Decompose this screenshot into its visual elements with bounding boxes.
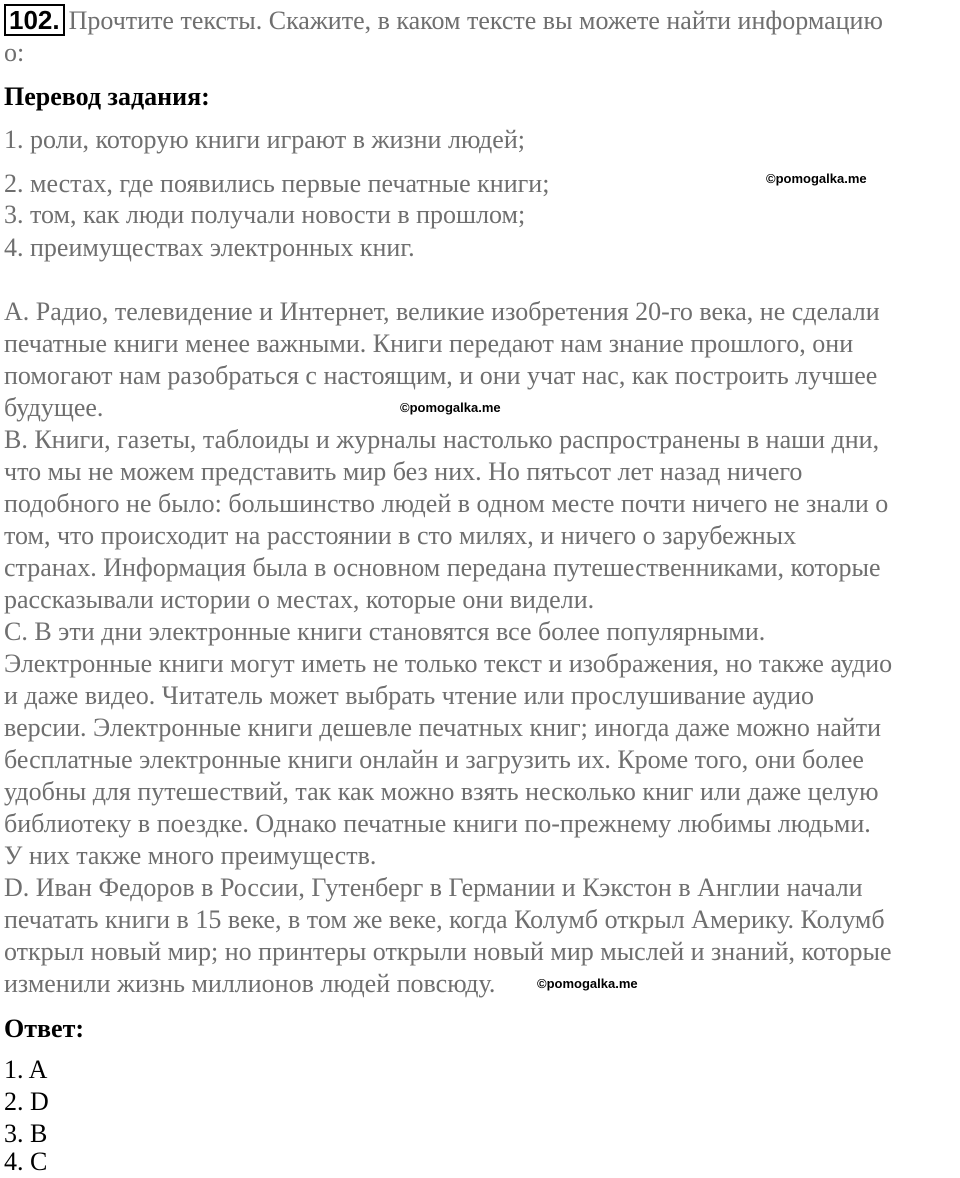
text-c-line-1: C. В эти дни электронные книги становятся все более популярными.	[4, 617, 766, 646]
text-b-line-1: B. Книги, газеты, таблоиды и журналы настолько распространены в наши дни,	[4, 425, 880, 454]
text-d-line-3: открыл новый мир; но принтеры открыли новый мир мыслей и знаний, которые	[4, 937, 892, 966]
answer-item-2: 2. D	[4, 1087, 49, 1116]
translation-item-4: 4. преимуществах электронных книг.	[4, 233, 415, 262]
text-c-line-4: версии. Электронные книги дешевле печатных книг; иногда даже можно найти	[4, 713, 882, 742]
text-a-line-1: А. Радио, телевидение и Интернет, великие изобретения 20-го века, не сделали	[4, 297, 880, 326]
text-c-line-8: У них также много преимуществ.	[4, 841, 377, 870]
text-b-line-4: том, что происходит на расстоянии в сто милях, и ничего о зарубежных	[4, 521, 797, 550]
text-c-line-6: удобны для путешествий, так как можно взять несколько книг или даже целую	[4, 777, 879, 806]
task-number-box: 102.	[4, 4, 65, 36]
task-instruction	[4, 4, 956, 69]
translation-item-1: 1. роли, которую книги играют в жизни людей;	[4, 125, 525, 154]
watermark-1: ©pomogalka.me	[766, 171, 867, 186]
text-d-line-2: печатать книги в 15 веке, в том же веке, когда Колумб открыл Америку. Колумб	[4, 905, 885, 934]
translation-heading: Перевод задания:	[4, 82, 210, 111]
text-b-line-3: подобного не было: большинство людей в одном месте почти ничего не знали о	[4, 489, 889, 518]
text-a-line-4: будущее.	[4, 393, 104, 422]
translation-item-2: 2. местах, где появились первые печатные книги;	[4, 169, 550, 198]
text-b-line-5: странах. Информация была в основном передана путешественниками, которые	[4, 553, 881, 582]
answer-item-3: 3. B	[4, 1119, 48, 1148]
watermark-2: ©pomogalka.me	[400, 400, 501, 415]
task-instruction-line1: Прочтите тексты. Скажите, в каком тексте вы можете найти информацию	[68, 6, 883, 35]
text-d-line-4: изменили жизнь миллионов людей повсюду.	[4, 969, 496, 998]
text-d-line-1: D. Иван Федоров в России, Гутенберг в Германии и Кэкстон в Англии начали	[4, 873, 863, 902]
text-a-line-3: помогают нам разобраться с настоящим, и они учат нас, как построить лучшее	[4, 361, 878, 390]
answer-item-4: 4. C	[4, 1147, 48, 1176]
answer-item-1: 1. A	[4, 1055, 48, 1084]
watermark-3: ©pomogalka.me	[537, 976, 638, 991]
answer-heading: Ответ:	[4, 1014, 85, 1043]
text-c-line-3: и даже видео. Читатель может выбрать чтение или прослушивание аудио	[4, 681, 815, 710]
text-b-line-6: рассказывали истории о местах, которые они видели.	[4, 585, 595, 614]
text-c-line-7: библиотеку в поездке. Однако печатные книги по-прежнему любимы людьми.	[4, 809, 871, 838]
text-c-line-2: Электронные книги могут иметь не только текст и изображения, но также аудио	[4, 649, 893, 678]
task-instruction-line2: о:	[4, 38, 25, 67]
text-a-line-2: печатные книги менее важными. Книги передают нам знание прошлого, они	[4, 329, 854, 358]
translation-item-3: 3. том, как люди получали новости в прошлом;	[4, 200, 526, 229]
text-b-line-2: что мы не можем представить мир без них. Но пятьсот лет назад ничего	[4, 457, 803, 486]
text-c-line-5: бесплатные электронные книги онлайн и загрузить их. Кроме того, они более	[4, 745, 864, 774]
